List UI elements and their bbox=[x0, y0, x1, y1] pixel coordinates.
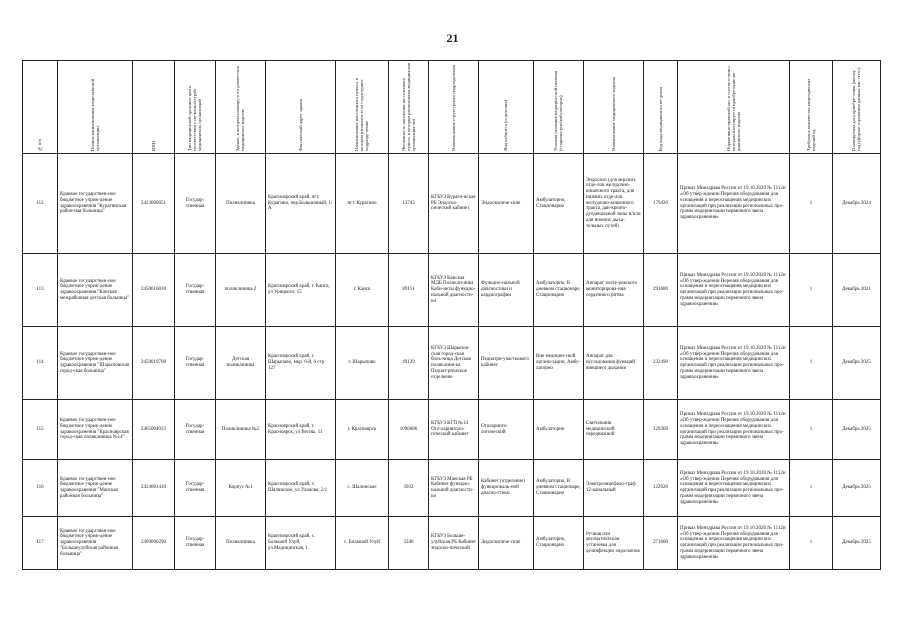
equipment-register-table bbox=[22, 60, 881, 570]
structural-unit: КГБУЗ КГП №14 Ото-ларинголо-гический кабинет bbox=[429, 400, 479, 460]
row-number: 116 bbox=[23, 460, 58, 517]
care-conditions: Вне медицин-ской органи-зации, Амбу-латорно bbox=[534, 327, 584, 400]
column-header: Требуемое количество меди-цинских изделий ед. bbox=[790, 61, 833, 154]
organization-type: Государ-ственная bbox=[175, 460, 216, 517]
cabinet-type: Эндоскопиче-ские bbox=[479, 517, 534, 570]
purchase-date: Декабрь 2021 bbox=[833, 254, 881, 327]
purchase-date: Декабрь 2025 bbox=[833, 327, 881, 400]
organization-name: Краевое государствен-ное бюджетное учреж-дение здравоохранения "Красноярская город-ская поликлиника №14" bbox=[58, 400, 133, 460]
building: Поликлиника №2 bbox=[216, 400, 266, 460]
organization-name: Краевое государствен-ное бюджетное учреж-дение здравоохранения "Манская районная больница" bbox=[58, 460, 133, 517]
organization-type: Государ-ственная bbox=[175, 517, 216, 570]
purchase-date: Декабрь 2024 bbox=[833, 154, 881, 254]
inn: 2450010030 bbox=[133, 254, 175, 327]
quantity: 1 bbox=[790, 254, 833, 327]
building: поликлиника 2 bbox=[216, 254, 266, 327]
device-code: 179420 bbox=[644, 154, 678, 254]
population: 3932 bbox=[389, 460, 429, 517]
address: Красноярский край, с. Большой Улуй, ул.Медицинская, 1 bbox=[266, 517, 336, 570]
population: 1096086 bbox=[389, 400, 429, 460]
locality: г. Канск bbox=[336, 254, 389, 327]
legal-act: Приказ Минздрава России от 19.10.2020 № 1112н «Об утвер-ждении Перечня оборудования для оснащения и переоснащения медицинских организаций при реализации региональных про-грамм модернизации первичного звена здравоохранения» bbox=[678, 400, 790, 460]
structural-unit: КГБУЗ Больше-улуйская РБ Кабинет эндоско-пический bbox=[429, 517, 479, 570]
organization-type: Государ-ственная bbox=[175, 327, 216, 400]
structural-unit: КГБУЗ Шарыпов-ская город-ская боль-ница Детская поликлини-ка Педиат-рическое отделение bbox=[429, 327, 479, 400]
table-row bbox=[23, 400, 881, 460]
building: Корпус №1 bbox=[216, 460, 266, 517]
organization-type: Государ-ственная bbox=[175, 254, 216, 327]
quantity: 1 bbox=[790, 327, 833, 400]
column-header: Наименование населенного пункта, в котором располага-ется структурное подразде-ление bbox=[336, 61, 389, 154]
organization-name: Краевое государствен-ное бюджетное учреж-дение здравоохранения "Курагинская район-ная больница" bbox=[58, 154, 133, 254]
device-name: Светильник медицинский передвижной bbox=[584, 400, 644, 460]
organization-name: Краевое государствен-ное бюджетное учреж-дение здравоохранения "Шарыповская город-ская больница" bbox=[58, 327, 133, 400]
row-number: 117 bbox=[23, 517, 58, 570]
population: 49139 bbox=[389, 327, 429, 400]
building: Поликлиника bbox=[216, 154, 266, 254]
care-conditions: Амбулаторно, Стационарно bbox=[534, 517, 584, 570]
care-conditions: Амбулаторно bbox=[534, 400, 584, 460]
table-row bbox=[23, 517, 881, 570]
care-conditions: Амбулаторно, Стационарно bbox=[534, 154, 584, 254]
device-code: 291680 bbox=[644, 254, 678, 327]
structural-unit: КГБУЗ Канская МДБ Поликли-ника Каби-неты функцио-нальной диагности-ки bbox=[429, 254, 479, 327]
device-code: 122620 bbox=[644, 460, 678, 517]
column-header: Нормативно-правовой акт, в соответствии с которым пла-нируется приобретение ме-дицинского изделия bbox=[678, 61, 790, 154]
device-name: Аппарат для исследования функций внешнего дыхания bbox=[584, 327, 644, 400]
legal-act: Приказ Минздрава России от 19.10.2020 № 1112н «Об утвер-ждении Перечня оборудования для оснащения и переоснащения медицинских организаций при реализации региональных про-грамм модернизации первичного звена здравоохранения» bbox=[678, 154, 790, 254]
population: 89111 bbox=[389, 254, 429, 327]
row-number: 113 bbox=[23, 254, 58, 327]
column-header: Тип медицинской организа-ции в соответствии с но-менклатурой медицинских организаций bbox=[175, 61, 216, 154]
column-header: Фактический адрес здания bbox=[266, 61, 336, 154]
structural-unit: КГБУЗ Кураги-нская РБ Эндоско-пический кабинет bbox=[429, 154, 479, 254]
purchase-date: Декабрь 2025 bbox=[833, 517, 881, 570]
column-header: Численность населения на-селенного пункта, в котором расположена медицинская организация чел bbox=[389, 61, 429, 154]
row-number: 114 bbox=[23, 327, 58, 400]
column-header: Условия оказания медицин-ской помощи (стациона-рно/амбулаторно) bbox=[534, 61, 584, 154]
quantity: 1 bbox=[790, 400, 833, 460]
table-row bbox=[23, 460, 881, 517]
organization-type: Государ-ственная bbox=[175, 400, 216, 460]
locality: с. Шалинское bbox=[336, 460, 389, 517]
device-code: 129360 bbox=[644, 400, 678, 460]
cabinet-type: Кабинет (отделение) функциональ-ной диагно-стики bbox=[479, 460, 534, 517]
device-name: Аппарат холте-ровского мониторирова-ния сердечного ритма bbox=[584, 254, 644, 327]
inn: 2424001410 bbox=[133, 460, 175, 517]
inn: 2459019708 bbox=[133, 327, 175, 400]
legal-act: Приказ Минздрава России от 19.10.2020 № 1112н «Об утвер-ждении Перечня оборудования для оснащения и переоснащения медицинских организаций при реализации региональных про-грамм модернизации первичного звена здравоохранения» bbox=[678, 327, 790, 400]
purchase-date: Декабрь 2025 bbox=[833, 400, 881, 460]
care-conditions: Амбулаторно, В дневном стационаре, Стационарно bbox=[534, 254, 584, 327]
address: Красноярский край, пгт. Курагино, пер.Больничный, 1/А bbox=[266, 154, 336, 254]
column-header: Наименование медицинского изделия bbox=[584, 61, 644, 154]
column-header: № п/п bbox=[23, 61, 58, 154]
table-row bbox=[23, 327, 881, 400]
device-name: Ручная или автоматическая установка для дезинфекции эндоскопов bbox=[584, 517, 644, 570]
address: Красноярский край, с. Шалинское, ул.Уланова, 2/1 bbox=[266, 460, 336, 517]
legal-act: Приказ Минздрава России от 19.10.2020 № 1112н «Об утвер-ждении Перечня оборудования для оснащения и переоснащения медицинских организаций при реализации региональных про-грамм модернизации первичного звена здравоохранения» bbox=[678, 460, 790, 517]
column-header: Полное наименование меди-цинской организации bbox=[58, 61, 133, 154]
table-row bbox=[23, 154, 881, 254]
cabinet-type: Педиатри-участкового кабинет bbox=[479, 327, 534, 400]
column-header: Планируемая дата приобре-тения (месяц, год) (формат отражения данных мм. ггггг.) bbox=[833, 61, 881, 154]
page-number: 21 bbox=[446, 31, 459, 45]
device-name: Эндоскоп (для верхних отде-лов желудочно-кишечного тракта, для нижних отде-лов желудочно-кишечного тракта, дан-креато-дуоденальной зоны и/или для нижних дыха-тельных путей) bbox=[584, 154, 644, 254]
table-row bbox=[23, 254, 881, 327]
cabinet-type: Функцио-нальной диагностики и кардиографии bbox=[479, 254, 534, 327]
row-number: 115 bbox=[23, 400, 58, 460]
population: 3340 bbox=[389, 517, 429, 570]
building: Поликлиника bbox=[216, 517, 266, 570]
purchase-date: Декабрь 2025 bbox=[833, 460, 881, 517]
header-row bbox=[23, 61, 881, 154]
locality: г. Шарыпово bbox=[336, 327, 389, 400]
locality: пгт. Курагино bbox=[336, 154, 389, 254]
care-conditions: Амбулаторно, В дневном стационаре, Стационарно bbox=[534, 460, 584, 517]
inn: 2423000051 bbox=[133, 154, 175, 254]
column-header: Вид кабинета (отделения) bbox=[479, 61, 534, 154]
row-number: 112 bbox=[23, 154, 58, 254]
device-code: 271600 bbox=[644, 517, 678, 570]
address: Красноярский край, г. Красноярск, ул Весны, 11 bbox=[266, 400, 336, 460]
address: Красноярский край, г. Шарыпово, мкр. 6-й, 6 стр 127 bbox=[266, 327, 336, 400]
device-name: Электроэнцефало-граф 12-канальный bbox=[584, 460, 644, 517]
legal-act: Приказ Минздрава России от 19.10.2020 № 1112н «Об утвер-ждении Перечня оборудования для оснащения и переоснащения медицинских организаций при реализации региональных про-грамм модернизации первичного звена здравоохранения» bbox=[678, 517, 790, 570]
legal-act: Приказ Минздрава России от 19.10.2020 № 1112н «Об утвер-ждении Перечня оборудования для оснащения и переоснащения медицинских организаций при реализации региональных про-грамм модернизации первичного звена здравоохранения» bbox=[678, 254, 790, 327]
column-header: Код вида медицинского из-делия bbox=[644, 61, 678, 154]
cabinet-type: Эндоскопиче-ские bbox=[479, 154, 534, 254]
column-header: Наименование структурного подразделения bbox=[429, 61, 479, 154]
locality: с. Большой Улуй bbox=[336, 517, 389, 570]
column-header: Здание, в котором планиру-ется разместить медицинское изделие bbox=[216, 61, 266, 154]
building: Детская поликлиника bbox=[216, 327, 266, 400]
cabinet-type: Отоларинго-логический bbox=[479, 400, 534, 460]
quantity: 1 bbox=[790, 154, 833, 254]
address: Красноярский край, г. Канск, ул Урицкого, 15 bbox=[266, 254, 336, 327]
device-code: 232490 bbox=[644, 327, 678, 400]
inn: 2465004033 bbox=[133, 400, 175, 460]
population: 13743 bbox=[389, 154, 429, 254]
locality: г. Красноярск bbox=[336, 400, 389, 460]
inn: 2409000290 bbox=[133, 517, 175, 570]
column-header: ИНН bbox=[133, 61, 175, 154]
quantity: 1 bbox=[790, 517, 833, 570]
organization-name: Краевое государствен-ное бюджетное учреж-дение здравоохранения "Большеулуйская районная больница" bbox=[58, 517, 133, 570]
organization-type: Государ-ственная bbox=[175, 154, 216, 254]
organization-name: Краевое государствен-ное бюджетное учреж-дение здравоохранения "Канская межрайонная детская больница" bbox=[58, 254, 133, 327]
quantity: 1 bbox=[790, 460, 833, 517]
structural-unit: КГБУЗ Манская РБ Кабинет функцио-нальной диагности-ки bbox=[429, 460, 479, 517]
